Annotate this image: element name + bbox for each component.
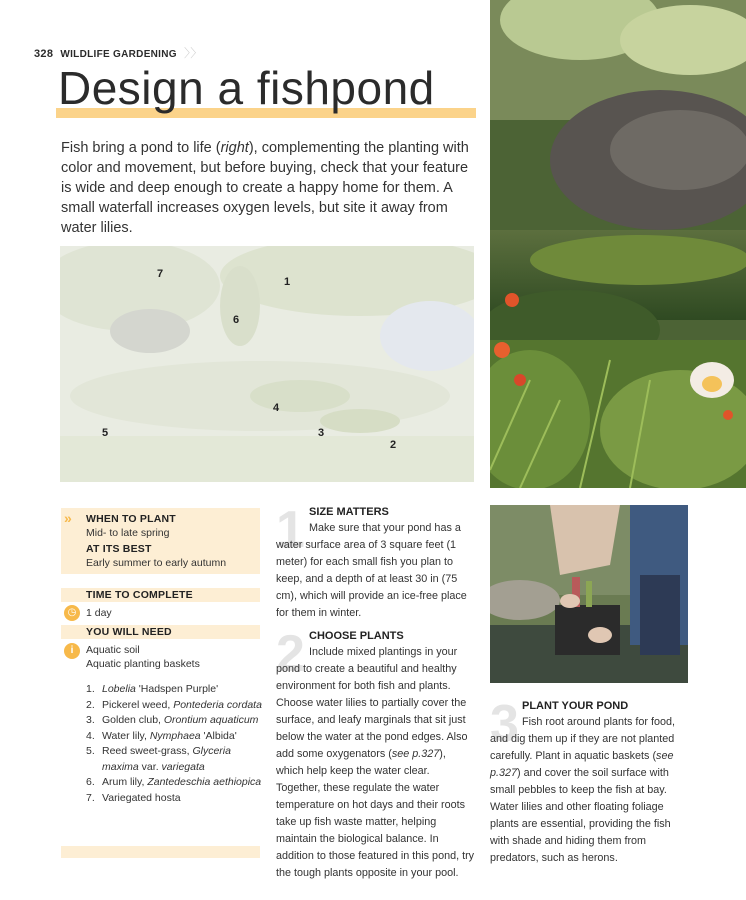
pond-diagram-photo: [60, 246, 474, 482]
need-item-soil: Aquatic soil: [86, 644, 140, 656]
panel-footer-bar: [61, 846, 260, 858]
step-2-number: 2: [276, 625, 305, 683]
need-item-baskets: Aquatic planting baskets: [86, 658, 200, 670]
time-to-complete-label: TIME TO COMPLETE: [86, 589, 193, 601]
when-to-plant-value: Mid- to late spring: [86, 527, 170, 539]
list-item: 6. Arum lily, Zantedeschia aethiopica: [86, 776, 262, 788]
plant-list: [86, 682, 266, 806]
callout-3: 3: [318, 427, 325, 439]
step-3-title: PLANT YOUR POND: [522, 700, 629, 712]
callout-6: 6: [233, 314, 240, 326]
at-its-best-label: AT ITS BEST: [86, 543, 152, 555]
page-number: 328: [34, 48, 54, 60]
intro-paragraph: Fish bring a pond to life (right), complementing the planting with color and movement, but before buying, check that your feature is wide and deep enough to create a happy home for them. A small waterfall increases oxygen levels, but site it away from water lilies.: [61, 140, 469, 236]
when-to-plant-label: WHEN TO PLANT: [86, 513, 176, 525]
step-3-number: 3: [490, 695, 519, 753]
list-item: 3. Golden club, Orontium aquaticum: [86, 714, 259, 726]
list-item: 1. Lobelia 'Hadspen Purple': [86, 683, 219, 695]
step-2-title: CHOOSE PLANTS: [309, 630, 404, 642]
page-title: Design a fishpond: [58, 62, 435, 114]
info-icon: i: [64, 643, 80, 659]
callout-5: 5: [102, 427, 109, 439]
callout-2: 2: [390, 439, 397, 451]
you-will-need-label: YOU WILL NEED: [86, 626, 172, 638]
running-header: [34, 44, 203, 61]
time-to-complete-value: 1 day: [86, 607, 112, 619]
step-2-text: Include mixed plantings in your pond to create a beautiful and healthy environment for both fish and plants. Choose water lilies to partially cover the surface, and leafy marginals that sit just below the water at the pond edges. Also add some oxygenators (see p.327), which help keep the water clear. Together, these regulate the water temperature on hot days and their roots take up fish waste matter, helping maintain the biological balance. In addition to those featured in this pond, try the tough plants opposite in your pool.: [276, 646, 475, 879]
pond-photo-right: [490, 0, 746, 488]
list-item: 4. Water lily, Nymphaea 'Albida': [86, 729, 237, 742]
step-1-title: SIZE MATTERS: [309, 506, 389, 518]
step-1-number: 1: [276, 501, 305, 559]
at-its-best-value: Early summer to early autumn: [86, 557, 227, 569]
double-chevron-icon: »: [64, 510, 72, 526]
list-item: 2. Pickerel weed, Pontederia cordata: [86, 698, 262, 711]
callout-7: 7: [157, 268, 164, 280]
list-item: 7. Variegated hosta: [86, 791, 181, 804]
callout-4: 4: [273, 402, 280, 414]
planting-photo: [490, 505, 688, 683]
clock-icon: ◷: [64, 605, 80, 621]
list-item: 5. Reed sweet-grass, Glyceria maxima var. variegata: [86, 745, 231, 773]
step-3-text: Fish root around plants for food, and dig them up if they are not planted carefully. Plant in aquatic baskets (see p.327) and cover the soil surface with small pebbles to keep the fish at bay. Water lilies and other floating foliage plants are essential, providing the fish with shade and hiding them from predators, such as herons.: [490, 716, 676, 864]
callout-1: 1: [284, 276, 291, 288]
section-name: WILDLIFE GARDENING: [60, 49, 177, 60]
step-1-text: Make sure that your pond has a water surface area of 3 square feet (1 meter) for each small fish you plan to keep, and a depth of at least 30 in (75 cm), which will provide an ice-free place for them in winter.: [276, 522, 467, 619]
chevron-right-icon: 〉〉: [183, 46, 203, 60]
